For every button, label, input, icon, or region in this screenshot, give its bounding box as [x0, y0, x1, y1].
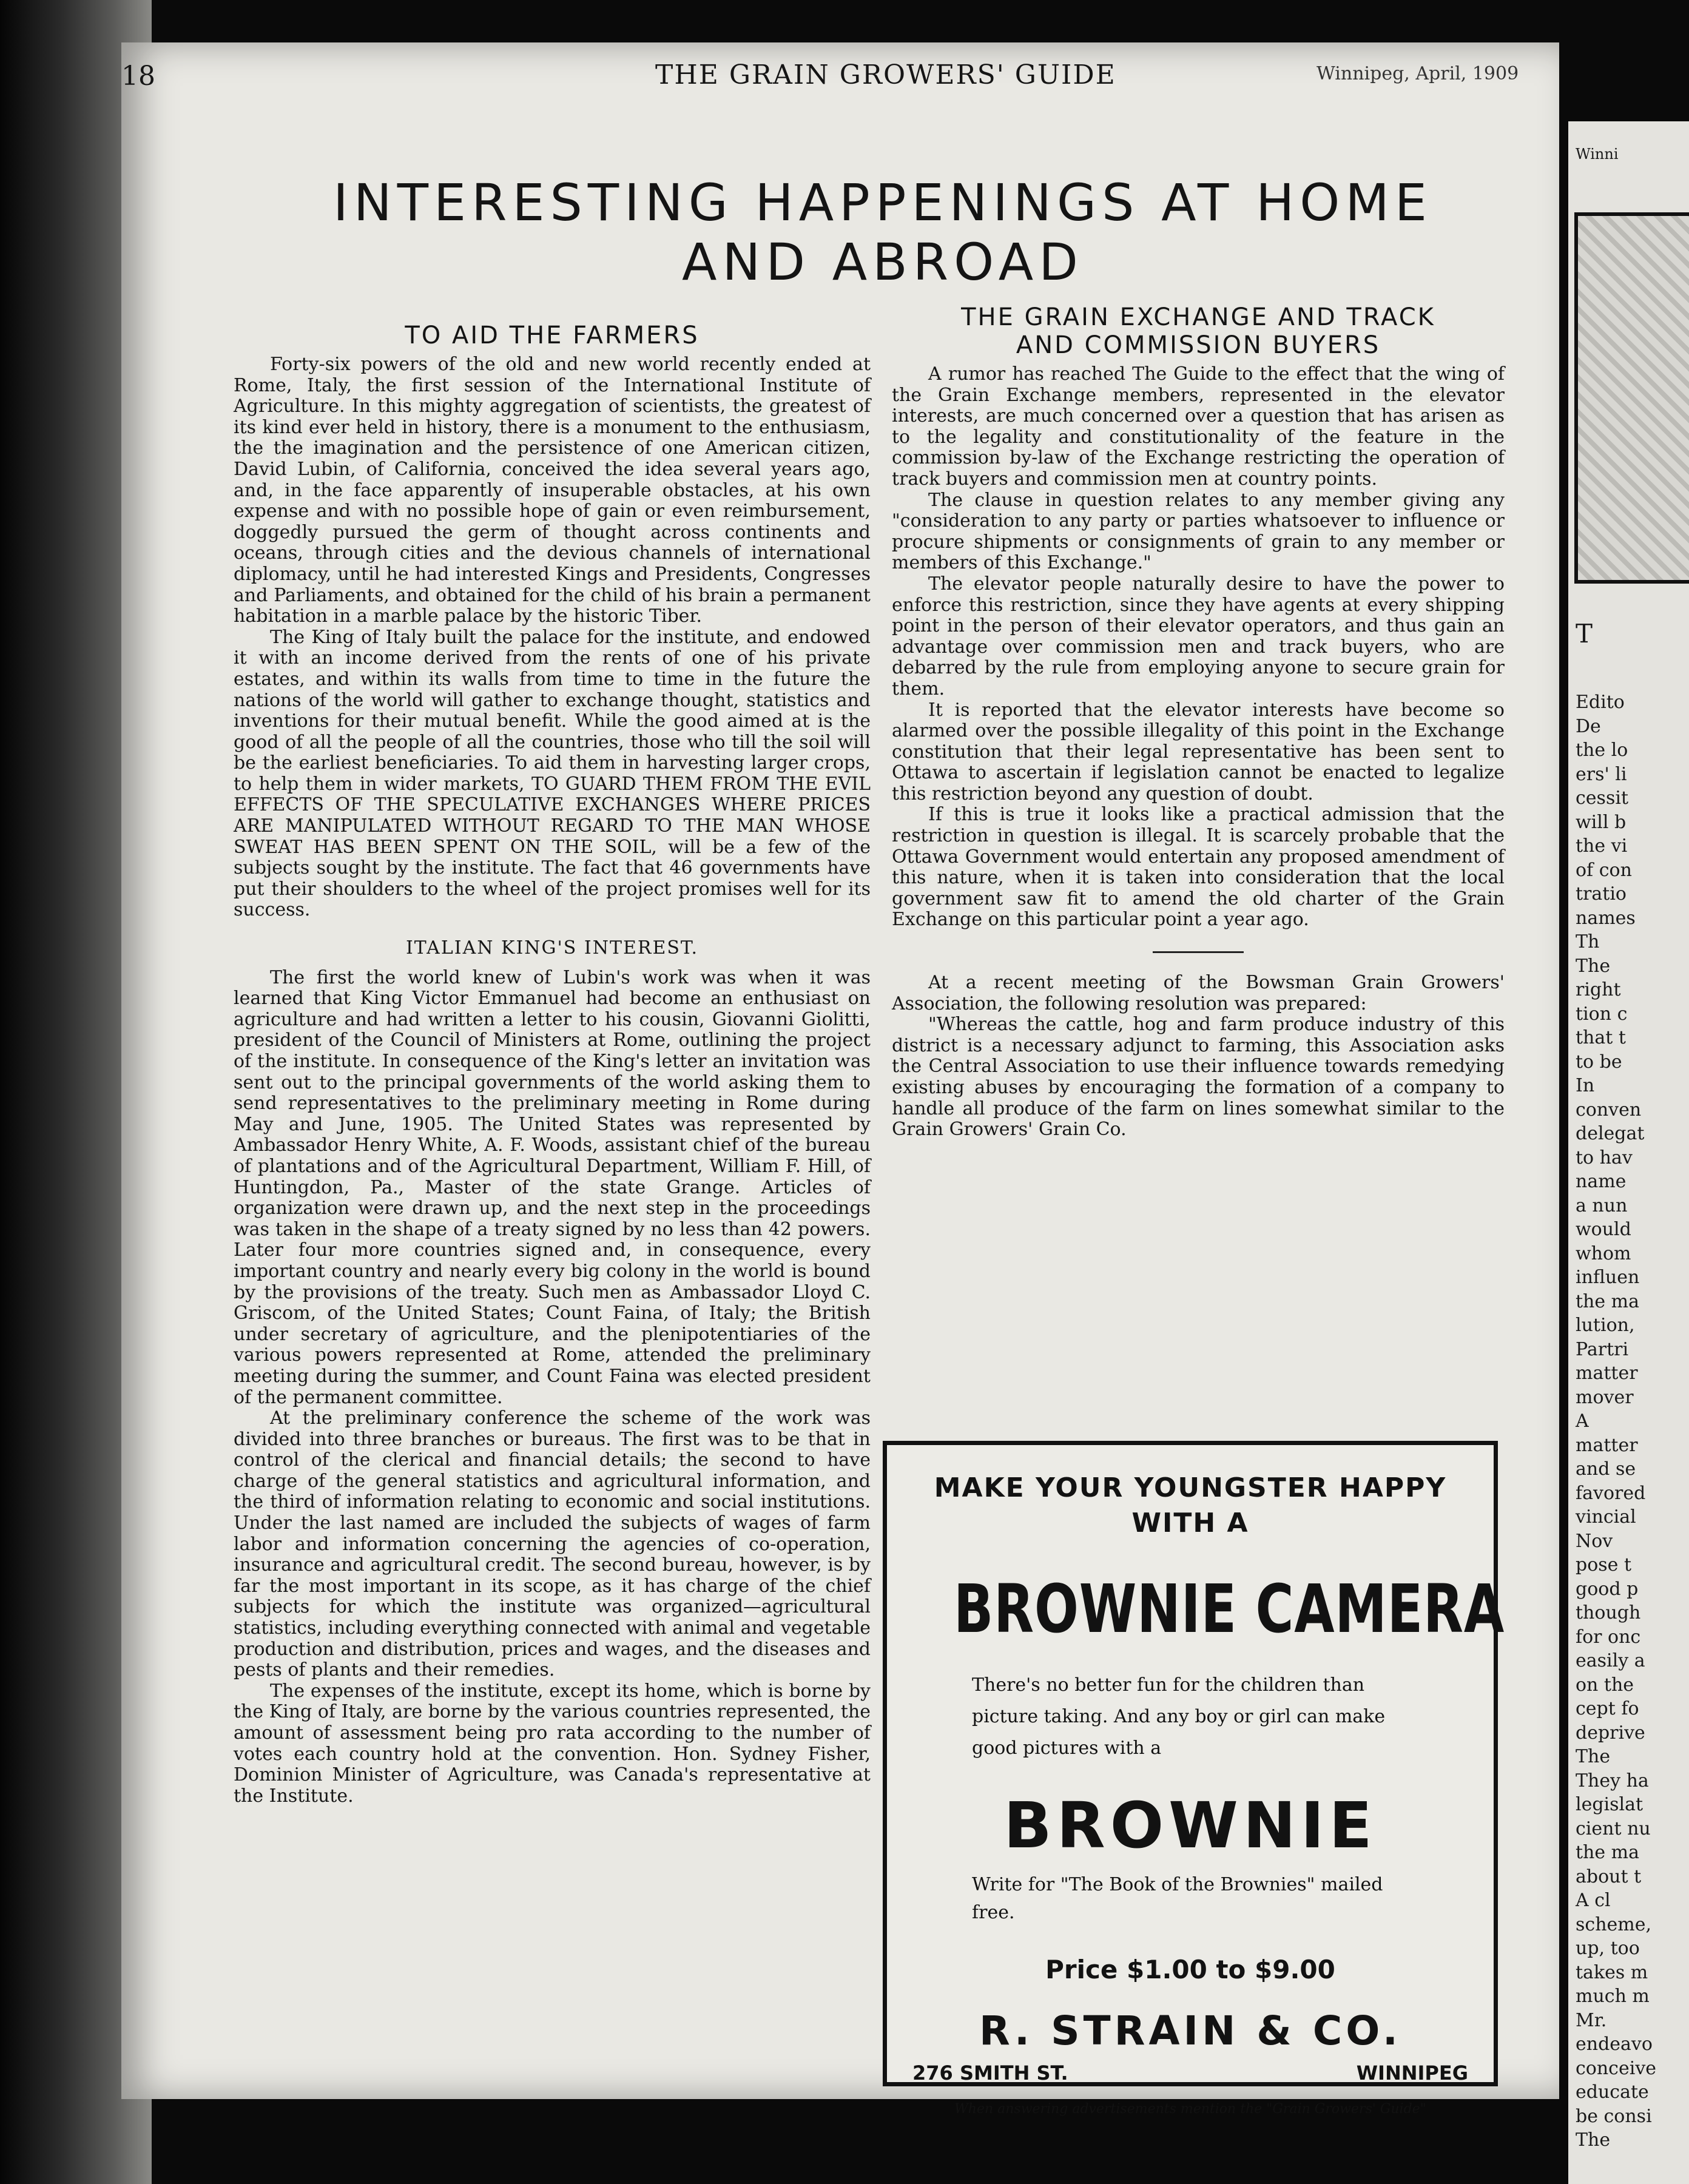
adjacent-page-fragment: Th	[1576, 931, 1600, 952]
adjacent-page-fragment: matter	[1576, 1363, 1638, 1384]
ad-brand-name: BROWNIE	[1003, 1788, 1377, 1862]
adjacent-page-fragment: whom	[1576, 1242, 1631, 1264]
article-paragraph: Forty-six powers of the old and new world recently ended at Rome, Italy, the first session of the International Institute of Agriculture. In this mighty aggregation of scientists, the greatest of its kind ever held in history, there is a monument to the enthusiasm, the the imagination and the persistence of one American citizen, David Lubin, of California, conceived the idea several years ago, and, in the face apparently of insuperable obstacles, at his own expense and with no possible hope of gain or even reimbursement, doggedly pursued the germ of thought across continents and oceans, through cities and the devious channels of international diplomacy, until he had interested Kings and Presidents, Congresses and Parliaments, and obtained for the child of his brain a permanent habitation in a marble palace by the historic Tiber.	[234, 354, 871, 627]
ad-headline-line-1: MAKE YOUR YOUNGSTER HAPPY	[934, 1472, 1447, 1503]
adjacent-page-fragment: Edito	[1576, 692, 1625, 713]
adjacent-page-fragment: cessit	[1576, 787, 1628, 809]
adjacent-page-fragment: In	[1576, 1075, 1595, 1096]
ad-address-line	[887, 2061, 1494, 2092]
article-paragraph: The elevator people naturally desire to have the power to enforce this restriction, since they have agents at every shipping point in the person of their elevator operators, and thus gain an advantage over commission men and track buyers, who are debarred by the rule from employing anyone to secure grain for them.	[892, 573, 1505, 699]
adjacent-page-fragment: scheme,	[1576, 1913, 1652, 1935]
adjacent-page-fragment: the lo	[1576, 740, 1628, 761]
heading-line-1: THE GRAIN EXCHANGE AND TRACK	[961, 303, 1435, 331]
article-paragraph: At the preliminary conference the scheme of the work was divided into three branches or bureaus. The first was to be that in control of the clerical and financial details; the second to have charge of the general statistics and agricultural information, and the third of information relating to economic and social institutions. Under the last named are included the subjects of wages of farm labor and information concerning the agencies of co-operation, insurance and agricultural credit. The second bureau, however, is by far the most important in its scope, as it has charge of the chief subjects for which the institute was organized—agricultural statistics, including everything connected with animal and vegetable production and distribution, prices and wages, and the diseases and pests of plants and their remedies.	[234, 1407, 871, 1681]
adjacent-page-fragment: of con	[1576, 859, 1632, 881]
adjacent-page-fragment: The	[1576, 1746, 1611, 1767]
adjacent-page-fragment: De	[1576, 715, 1601, 737]
adjacent-page-fragment: though	[1576, 1602, 1641, 1623]
ad-company-name: R. STRAIN & CO.	[979, 2007, 1402, 2054]
section-divider	[1153, 951, 1244, 953]
adjacent-page-fragment: ers' li	[1576, 763, 1627, 785]
adjacent-page-header: Winni	[1576, 146, 1619, 163]
adjacent-page-fragment: legislat	[1576, 1794, 1643, 1815]
adjacent-page-fragment: to hav	[1576, 1147, 1633, 1168]
adjacent-page-fragment: takes m	[1576, 1961, 1648, 1983]
adjacent-page-illustration	[1574, 212, 1689, 584]
adjacent-page-fragment: influen	[1576, 1267, 1640, 1288]
adjacent-page-fragment: pose t	[1576, 1554, 1632, 1576]
ad-product-name: BROWNIE CAMERA	[954, 1570, 1505, 1648]
headline-line-2: AND ABROAD	[682, 232, 1084, 292]
brownie-camera-advertisement	[883, 1441, 1505, 2117]
page-number: 18	[121, 61, 155, 92]
article-paragraph: The first the world knew of Lubin's work was when it was learned that King Victor Emmanuel had become an enthusiast on agriculture and had written a letter to his cousin, Giovanni Giolitti, president of the Council of Ministers at Rome, outlining the project of the institute. In consequence of the King's letter an invitation was sent out to the principal governments of the world asking them to send representatives to the preliminary meeting in Rome during May and June, 1905. The United States was represented by Ambassador Henry White, A. F. Woods, assistant chief of the bureau of plantations and of the Agricultural Department, William F. Hill, of Huntingdon, Pa., Master of the state Grange. Articles of organization were drawn up, and the next step in the proceedings was taken in the shape of a treaty signed by no less than 42 powers. Later four more countries signed and, in consequence, every important country and nearly every big colony in the world is bound by the provisions of the treaty. Such men as Ambassador Lloyd C. Griscom, of the United States; Count Faina, of Italy; the British under secretary of agriculture, and the plenipotentiaries of the various powers represented at Rome, attended the preliminary meeting during the summer, and Count Faina was elected president of the permanent committee.	[234, 966, 871, 1408]
adjacent-page-fragment: endeavo	[1576, 2034, 1653, 2055]
adjacent-page-fragment: and se	[1576, 1458, 1636, 1480]
adjacent-page-fragment: vincial	[1576, 1506, 1636, 1528]
adjacent-page-fragment: tion c	[1576, 1003, 1628, 1025]
adjacent-page-fragment: matter	[1576, 1434, 1638, 1456]
adjacent-page-fragment: up, too	[1576, 1938, 1640, 1959]
adjacent-page-fragment: would	[1576, 1219, 1631, 1240]
adjacent-page-fragment: Partri	[1576, 1338, 1629, 1360]
adjacent-page-fragment: that t	[1576, 1027, 1626, 1048]
adjacent-page-fragment: A	[1576, 1410, 1589, 1432]
adjacent-page-fragment: a nun	[1576, 1195, 1628, 1216]
adjacent-page-fragment: the ma	[1576, 1842, 1639, 1863]
adjacent-page-fragment: name	[1576, 1171, 1627, 1192]
page-headline	[261, 173, 1505, 292]
adjacent-page-fragment: conven	[1576, 1099, 1642, 1121]
adjacent-page-fragment: favored	[1576, 1482, 1646, 1504]
adjacent-page-fragment: names	[1576, 907, 1636, 929]
article-paragraph: A rumor has reached The Guide to the effect that the wing of the Grain Exchange members, represented in the elevator interests, are much concerned over a question that has arisen as to the legality and constitutionality of the feature in the commission by-law of the Exchange restricting the operation of track buyers and commission men at country points.	[892, 363, 1505, 490]
adjacent-page-fragment: lution,	[1576, 1315, 1635, 1336]
adjacent-page-fragment: delegat	[1576, 1123, 1645, 1144]
article-heading-grain-exchange	[892, 303, 1505, 359]
adjacent-page-fragment: educate	[1576, 2081, 1649, 2103]
adjacent-page-fragment: the ma	[1576, 1290, 1639, 1312]
adjacent-page-fragment: be consi	[1576, 2105, 1652, 2127]
article-paragraph: It is reported that the elevator interests have become so alarmed over the possible illegality of this point in the Exchange constitution that their legal representative has been sent to Ottawa to ascertain if legislation cannot be enacted to legalize this restriction beyond any question of doubt.	[892, 699, 1505, 804]
adjacent-page-fragment: cept fo	[1576, 1698, 1639, 1719]
adjacent-page-fragment: The	[1576, 955, 1611, 977]
adjacent-page-fragment: about t	[1576, 1866, 1642, 1887]
article-heading-aid-farmers: TO AID THE FARMERS	[405, 322, 700, 349]
adjacent-page-fragment: conceive	[1576, 2057, 1657, 2079]
ad-headline	[887, 1471, 1494, 1541]
adjacent-page-edge	[1568, 121, 1689, 2184]
article-paragraph: If this is true it looks like a practical admission that the restriction in question is illegal. It is scarcely probable that the Ottawa Government would entertain any proposed amendment of this nature, when it is taken into consideration that the local government saw fit to amend the old charter of the Grain Exchange on this particular point a year ago.	[892, 804, 1505, 931]
ad-street-address: 276 SMITH ST.	[912, 2061, 1068, 2085]
adjacent-page-fragment: will b	[1576, 811, 1627, 833]
adjacent-page-fragment: to be	[1576, 1051, 1622, 1073]
ad-city: WINNIPEG	[1356, 2061, 1468, 2085]
right-column-article	[892, 303, 1505, 1141]
article-paragraph: The expenses of the institute, except its home, which is borne by the King of Italy, are borne by the various countries represented, the amount of assessment being pro rata according to the number of votes each country hold at the convention. Hon. Sydney Fisher, Dominion Minister of Agriculture, was Canada's representative at the Institute.	[234, 1680, 871, 1807]
adjacent-page-fragment: good p	[1576, 1578, 1639, 1600]
ad-body-text: There's no better fun for the children than picture taking. And any boy or girl can make good pictures with a	[972, 1674, 1386, 1759]
adjacent-page-fragment: They ha	[1576, 1770, 1649, 1791]
adjacent-page-fragment: much m	[1576, 1986, 1650, 2007]
adjacent-page-fragment: right	[1576, 979, 1621, 1000]
adjacent-page-fragment: the vi	[1576, 835, 1628, 857]
adjacent-page-fragment: deprive	[1576, 1722, 1645, 1744]
article-paragraph: The King of Italy built the palace for the institute, and endowed it with an income derived from the rents of one of his private estates, and within its walls from time to time in the future the nations of the world will gather to exchange thought, statistics and inventions for their mutual benefit. While the good aimed at is the good of all the people of all the countries, those who till the soil will be the earliest beneficiaries. To aid them in harvesting larger crops, to help them in wider markets, TO GUARD THEM FROM THE EVIL EFFECTS OF THE SPECULATIVE EXCHANGES WHERE PRICES ARE MANIPULATED WITHOUT REGARD TO THE MAN WHOSE SWEAT HAS BEEN SPENT ON THE SOIL, will be a few of the subjects sought by the institute. The fact that 46 governments have put their shoulders to the wheel of the project promises well for its success.	[234, 626, 871, 921]
ad-headline-line-2: WITH A	[1131, 1508, 1249, 1539]
heading-line-2: AND COMMISSION BUYERS	[1016, 331, 1381, 359]
adjacent-page-fragment: tratio	[1576, 883, 1627, 905]
adjacent-page-fragment: cient nu	[1576, 1818, 1651, 1839]
adjacent-page-fragment: Mr.	[1576, 2009, 1607, 2031]
ad-footer-note: When answering advertisements mention the "Grain Growers' Guide"	[954, 2101, 1426, 2117]
issue-date: Winnipeg, April, 1909	[1316, 63, 1519, 84]
adjacent-page-fragment: The	[1576, 2129, 1611, 2151]
adjacent-page-fragment: A cl	[1576, 1890, 1611, 1911]
adjacent-page-fragment: mover	[1576, 1386, 1634, 1408]
adjacent-page-fragment: on the	[1576, 1674, 1634, 1696]
left-column-article	[234, 322, 871, 1807]
ad-price: Price $1.00 to $9.00	[1045, 1955, 1335, 1984]
article-paragraph: At a recent meeting of the Bowsman Grain Growers' Association, the following resolution was prepared:	[892, 972, 1505, 1014]
ad-offer-text: Write for "The Book of the Brownies" mailed free.	[972, 1874, 1383, 1923]
adjacent-page-fragment: easily a	[1576, 1650, 1645, 1671]
publication-title: THE GRAIN GROWERS' GUIDE	[655, 59, 1116, 90]
article-subheading-italian-king: ITALIAN KING'S INTEREST.	[405, 937, 699, 959]
adjacent-page-fragment: T	[1576, 619, 1593, 649]
adjacent-page-fragment: Nov	[1576, 1530, 1613, 1552]
article-paragraph: The clause in question relates to any member giving any "consideration to any party or parties whatsoever to influence or procure shipments or consignments of grain to any member or members of this Exchange."	[892, 489, 1505, 574]
adjacent-page-fragment: for onc	[1576, 1626, 1641, 1648]
article-paragraph: "Whereas the cattle, hog and farm produce industry of this district is a necessary adjunct to farming, this Association asks the Central Association to use their influence towards remedying existing abuses by encouraging the formation of a company to handle all produce of the farm on lines somewhat similar to the Grain Growers' Grain Co.	[892, 1014, 1505, 1141]
headline-line-1: INTERESTING HAPPENINGS AT HOME	[333, 173, 1432, 232]
